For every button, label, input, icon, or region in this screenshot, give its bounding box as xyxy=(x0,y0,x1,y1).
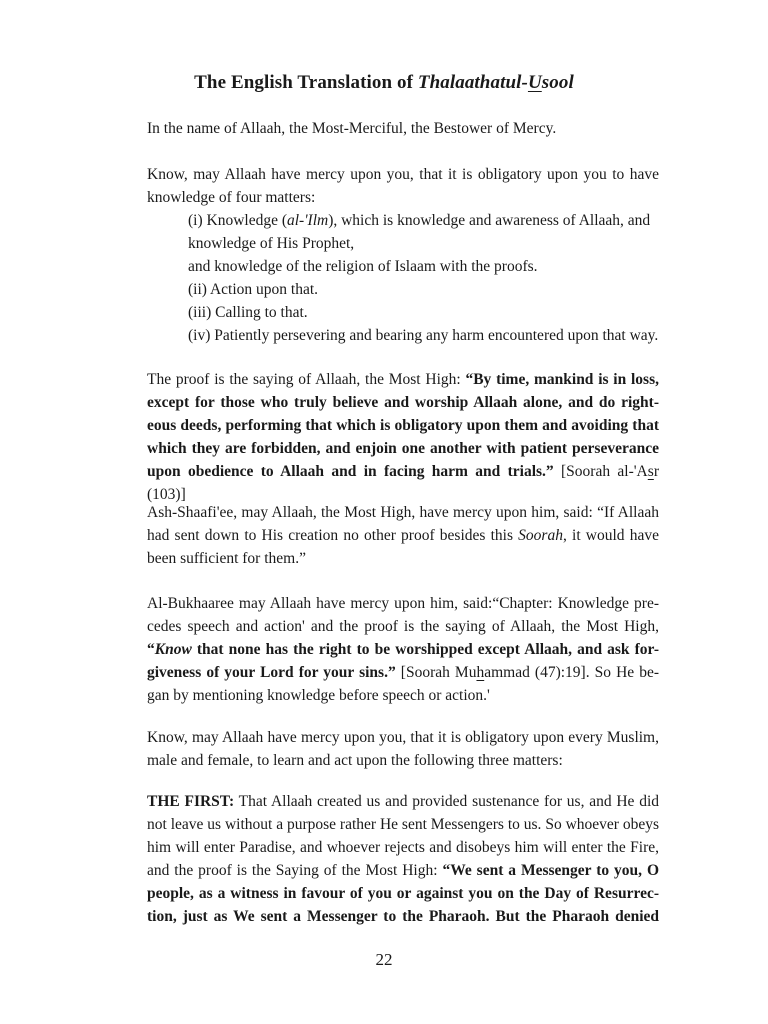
title-book-name: Thalaathatul-Usool xyxy=(417,72,574,93)
the-first-paragraph: THE FIRST: That Allaah created us and provided sustenance for us, and He did not leave us without a purpose rather He sent Messengers to us. So whoever obeys him will enter Paradise, and whoever rejects and disobeys him will enter the Fire, and the proof is the Saying of the Most High: “We sent a Messenger to you, O people, as a witness in favour of you or against you on the Day of Resurrec- tion, just as We sent a Messenger to the Pharaoh. But the Pharaoh denied xyxy=(147,793,660,925)
bukhaaree-paragraph: Al-Bukhaaree may Allaah have mercy upon him, said:“Chapter: Knowledge pre- cedes speech and action' and the proof is the saying of Allaah, the Most High, “Know that none has the right to be worshipped except Allaah, and ask for- giveness of your Lord for your sins.” [Soorah Muhammad (47):19]. So He be- gan by mentioning knowledge before speech or action.' xyxy=(147,595,660,704)
bismillah-paragraph: In the name of Allaah, the Most-Merciful, the Bestower of Mercy. xyxy=(147,120,557,137)
proof-paragraph: The proof is the saying of Allaah, the Most High: “By time, mankind is in loss, except for those who truly believe and worship Allaah alone, and do right- eous deeds, performing that which is obligatory upon them and avoiding that which they are forbidden, and enjoin one another with patient perseverance upon obedience to Allaah and in facing harm and trials.” [Soorah al-'Asr (103)] xyxy=(147,371,659,503)
list-item-ii: (ii) Action upon that. xyxy=(188,281,319,298)
quran-reference: [Soorah Muhammad (47):19]. So He be- xyxy=(395,664,660,681)
list-item-iv: (iv) Patiently persevering and bearing any harm encountered upon that way. xyxy=(188,327,659,344)
three-matters-paragraph: Know, may Allaah have mercy upon you, that it is obligatory upon every Muslim, male and female, to learn and act upon the following three matters: xyxy=(147,729,659,769)
page-title xyxy=(0,72,768,94)
list-item-i: (i) Knowledge (al-'Ilm), which is knowledge and awareness of Allaah, and xyxy=(188,212,651,229)
list-item-iii: (iii) Calling to that. xyxy=(188,304,308,321)
page-number: 22 xyxy=(375,950,393,969)
quran-reference: [Soorah al-'Asr (103)] xyxy=(147,463,659,503)
section-label: THE FIRST: xyxy=(147,793,235,810)
four-matters-paragraph: Know, may Allaah have mercy upon you, that it is obligatory upon you to have knowledge of four matters: (i) Knowledge (al-'Ilm), which is knowledge and awareness of Allaah, and knowledge of His Prophet, and knowledge of the religion of Islaam with the proofs. (ii) Action upon that. (iii) Calling to that. (iv) Patiently persevering and bearing any harm encountered upon that way. xyxy=(147,163,659,347)
shaafiee-paragraph: Ash-Shaafi'ee, may Allaah, the Most High, have mercy upon him, said: “If Allaah had sent down to His creation no other proof besides this Soorah, it would have been sufficient for them.” xyxy=(147,504,659,567)
title-prefix: The English Translation of xyxy=(194,72,418,93)
